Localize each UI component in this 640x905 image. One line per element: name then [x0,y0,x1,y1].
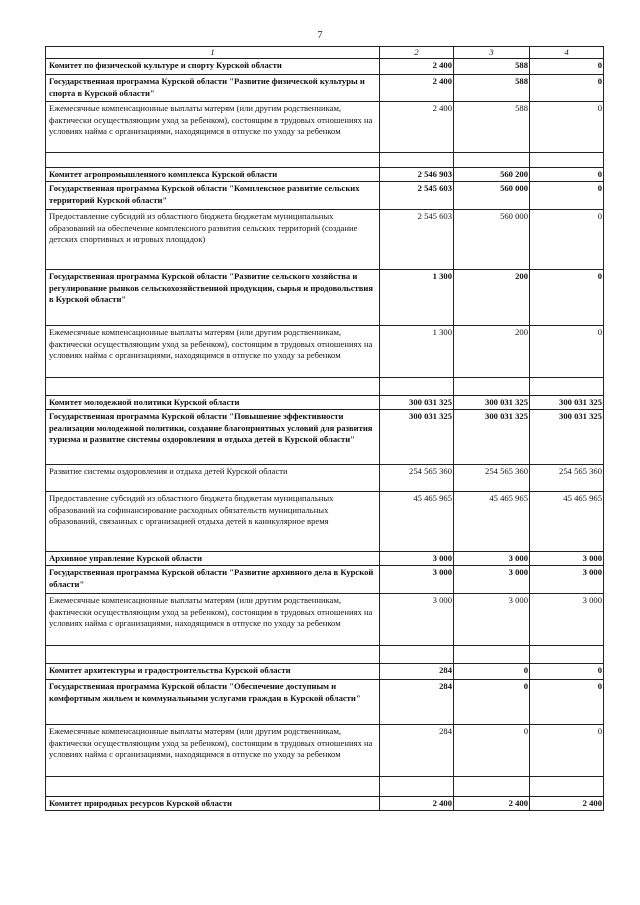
spacer-cell [530,378,604,396]
column-header-1: 1 [46,47,380,59]
row-description: Государственная программа Курской области "Комплексное развитие сельских территорий Курской области" [46,182,380,210]
row-description: Комитет природных ресурсов Курской области [46,797,380,811]
row-value-col3: 300 031 325 [454,410,530,465]
row-value-col2: 3 000 [380,566,454,594]
row-value-col4: 0 [530,168,604,182]
budget-table-body [46,47,604,811]
row-description: Предоставление субсидий из областного бюджета бюджетам муниципальных образований на обеспечение комплексного развития сельских территорий (создание детских спортивных и игровых площадок) [46,210,380,270]
row-value-col2: 1 300 [380,270,454,326]
row-description: Архивное управление Курской области [46,552,380,566]
row-value-col2: 2 400 [380,797,454,811]
row-value-col3: 2 400 [454,797,530,811]
row-description: Комитет агропромышленного комплекса Курской области [46,168,380,182]
row-value-col3: 300 031 325 [454,396,530,410]
spacer-cell [380,153,454,168]
row-value-col2: 284 [380,664,454,680]
row-value-col3: 200 [454,270,530,326]
spacer-cell [454,646,530,664]
row-value-col2: 2 545 603 [380,182,454,210]
row-value-col3: 0 [454,664,530,680]
row-value-col4: 45 465 965 [530,492,604,552]
row-value-col3: 254 565 360 [454,465,530,492]
row-value-col4: 300 031 325 [530,396,604,410]
row-value-col4: 0 [530,75,604,102]
row-description: Государственная программа Курской области "Повышение эффективности реализации молодежной политики, создание благоприятных условий для развития туризма и развитие системы оздоровления и отдыха детей в Курской области" [46,410,380,465]
row-description: Государственная программа Курской области "Обеспечение доступным и комфортным жильем и коммунальными услугами граждан в Курской области" [46,680,380,725]
row-value-col2: 3 000 [380,594,454,646]
spacer-cell [530,646,604,664]
row-value-col4: 0 [530,664,604,680]
row-value-col4: 254 565 360 [530,465,604,492]
row-description: Предоставление субсидий из областного бюджета бюджетам муниципальных образований на софинансирование расходных обязательств муниципальных образований, связанных с организацией отдыха детей в каникулярное время [46,492,380,552]
row-value-col4: 0 [530,210,604,270]
row-value-col2: 2 400 [380,102,454,153]
row-value-col3: 3 000 [454,594,530,646]
row-value-col3: 560 200 [454,168,530,182]
table-spacer-row [46,646,604,664]
table-row-section [46,566,604,594]
table-row-section [46,410,604,465]
table-row-item [46,102,604,153]
row-value-col3: 0 [454,725,530,777]
table-row-item [46,326,604,378]
row-value-col2: 284 [380,680,454,725]
spacer-cell [46,777,380,797]
table-row-section [46,75,604,102]
table-row-section [46,680,604,725]
row-value-col3: 560 000 [454,182,530,210]
table-row-section [46,664,604,680]
row-value-col4: 0 [530,270,604,326]
row-value-col4: 2 400 [530,797,604,811]
row-value-col3: 588 [454,102,530,153]
spacer-cell [454,378,530,396]
row-value-col3: 200 [454,326,530,378]
spacer-cell [454,777,530,797]
row-description: Ежемесячные компенсационные выплаты матерям (или другим родственникам, фактически осуществляющим уход за ребенком), состоящим в трудовых отношениях на условиях найма с организациями, находящимся в отпуске по уходу за ребенком [46,326,380,378]
page-number: 7 [317,30,323,41]
spacer-cell [530,153,604,168]
row-value-col3: 3 000 [454,552,530,566]
row-value-col2: 300 031 325 [380,396,454,410]
column-header-2: 2 [380,47,454,59]
table-row-section [46,168,604,182]
row-value-col4: 3 000 [530,594,604,646]
spacer-cell [380,378,454,396]
spacer-cell [46,153,380,168]
row-value-col2: 2 546 903 [380,168,454,182]
table-row-section [46,797,604,811]
table-row-item [46,465,604,492]
row-value-col4: 0 [530,680,604,725]
row-value-col2: 2 545 603 [380,210,454,270]
row-value-col2: 45 465 965 [380,492,454,552]
column-header-4: 4 [530,47,604,59]
row-value-col2: 300 031 325 [380,410,454,465]
row-value-col2: 2 400 [380,75,454,102]
table-spacer-row [46,378,604,396]
row-value-col3: 45 465 965 [454,492,530,552]
row-value-col4: 0 [530,102,604,153]
row-description: Ежемесячные компенсационные выплаты матерям (или другим родственникам, фактически осуществляющим уход за ребенком), состоящим в трудовых отношениях на условиях найма с организациями, находящимся в отпуске по уходу за ребенком [46,725,380,777]
column-header-3: 3 [454,47,530,59]
table-row-section [46,270,604,326]
row-value-col4: 300 031 325 [530,410,604,465]
row-description: Государственная программа Курской области "Развитие сельского хозяйства и регулирование рынков сельскохозяйственной продукции, сырья и продовольствия в Курской области" [46,270,380,326]
row-value-col3: 560 000 [454,210,530,270]
row-value-col4: 3 000 [530,552,604,566]
row-value-col3: 588 [454,75,530,102]
table-row-section [46,396,604,410]
row-description: Комитет молодежной политики Курской области [46,396,380,410]
table-row-item [46,492,604,552]
row-value-col4: 0 [530,182,604,210]
row-value-col3: 588 [454,59,530,75]
table-spacer-row [46,777,604,797]
row-value-col4: 0 [530,725,604,777]
table-row-section [46,59,604,75]
spacer-cell [454,153,530,168]
row-description: Государственная программа Курской области "Развитие физической культуры и спорта в Курской области" [46,75,380,102]
spacer-cell [380,777,454,797]
row-value-col4: 0 [530,326,604,378]
spacer-cell [380,646,454,664]
row-value-col3: 0 [454,680,530,725]
row-value-col3: 3 000 [454,566,530,594]
row-value-col2: 1 300 [380,326,454,378]
table-row-section [46,552,604,566]
row-value-col4: 0 [530,59,604,75]
row-description: Комитет по физической культуре и спорту Курской области [46,59,380,75]
table-spacer-row [46,153,604,168]
spacer-cell [46,646,380,664]
row-description: Комитет архитектуры и градостроительства Курской области [46,664,380,680]
row-description: Государственная программа Курской области "Развитие архивного дела в Курской области" [46,566,380,594]
table-row-section [46,182,604,210]
spacer-cell [530,777,604,797]
row-value-col4: 3 000 [530,566,604,594]
row-value-col2: 254 565 360 [380,465,454,492]
spacer-cell [46,378,380,396]
row-description: Развитие системы оздоровления и отдыха детей Курской области [46,465,380,492]
row-value-col2: 2 400 [380,59,454,75]
budget-table [45,46,604,811]
table-row-item [46,594,604,646]
table-row-item [46,210,604,270]
row-description: Ежемесячные компенсационные выплаты матерям (или другим родственникам, фактически осуществляющим уход за ребенком), состоящим в трудовых отношениях на условиях найма с организациями, находящимся в отпуске по уходу за ребенком [46,594,380,646]
row-value-col2: 3 000 [380,552,454,566]
row-description: Ежемесячные компенсационные выплаты матерям (или другим родственникам, фактически осуществляющим уход за ребенком), состоящим в трудовых отношениях на условиях найма с организациями, находящимся в отпуске по уходу за ребенком [46,102,380,153]
table-row-item [46,725,604,777]
row-value-col2: 284 [380,725,454,777]
table-header-row [46,47,604,59]
